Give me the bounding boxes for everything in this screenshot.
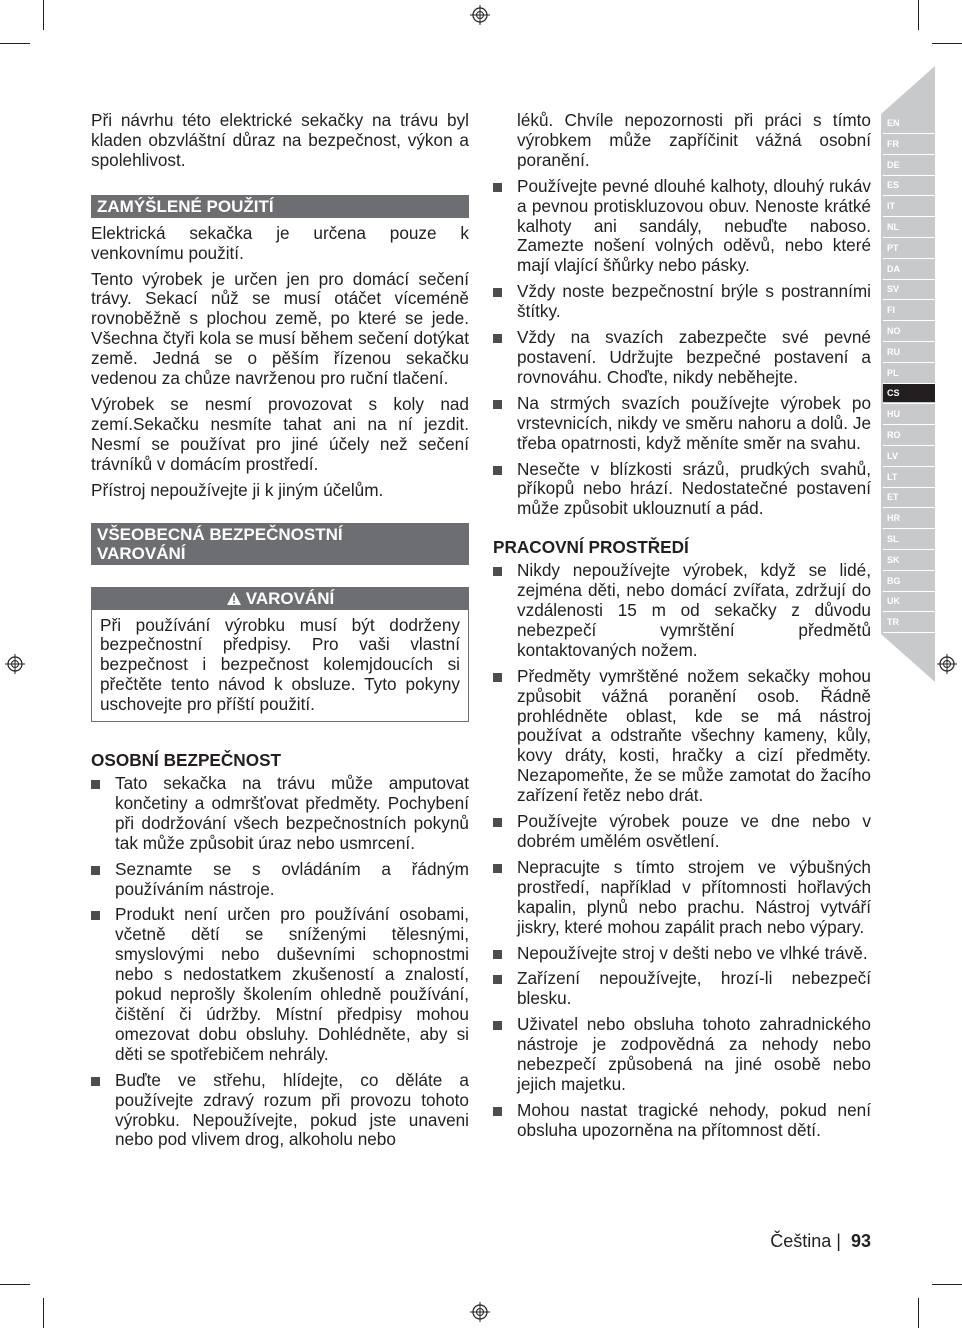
language-tab-ro: RO: [887, 430, 901, 440]
personal-safety-list-continued: [493, 177, 871, 520]
list-item: Seznamte se s ovládáním a řádným používáním nástroje.: [91, 860, 469, 900]
language-tab-da: DA: [887, 263, 900, 274]
warning-title: VAROVÁNÍ: [245, 588, 335, 608]
right-column: [493, 111, 871, 1147]
crop-mark: [43, 0, 44, 30]
language-tab-bg: BG: [887, 575, 901, 586]
language-tab-lv: LV: [887, 450, 898, 461]
list-item: Vždy na svazích zabezpečte své pevné postavení. Udržujte bezpečné postavení a rovnováhu. Choďte, nikdy neběhejte.: [493, 328, 871, 388]
bullet-square-icon: [493, 950, 502, 959]
warning-header: [92, 588, 468, 610]
language-tab-es: ES: [887, 180, 900, 191]
list-item: Nesečte v blízkosti srázů, prudkých svahů, příkopů nebo hrází. Nedostatečné postavení může způsobit uklouznutí a pád.: [493, 460, 871, 520]
language-tab-nl: NL: [887, 222, 899, 232]
language-tab-uk: UK: [887, 596, 900, 607]
left-column: [91, 111, 469, 1156]
intended-use-paragraph: Výrobek se nesmí provozovat s koly nad zemí.Sekačku nesmíte tahat ani na ní jezdit. Nesmí se používat pro jiné účely než sečení trávníků v domácím prostředí.: [91, 393, 469, 474]
language-tab-pl: PL: [887, 367, 899, 378]
list-item: Tato sekačka na trávu může amputovat končetiny a odmršťovat předměty. Pochybení při dodržování všech bezpečnostních pokynů tak může způsobit úraz nebo usmrcení.: [91, 774, 469, 854]
list-item: Vždy noste bezpečnostní brýle s postranními štítky.: [493, 282, 871, 322]
bullet-square-icon: [493, 466, 502, 475]
intended-use-paragraph: Elektrická sekačka je určena pouze k venkovnímu použití.: [91, 222, 469, 263]
bullet-square-icon: [493, 567, 502, 576]
work-area-list: [493, 561, 871, 1140]
bullet-square-icon: [493, 183, 502, 192]
language-tab-cs: CS: [883, 384, 935, 402]
registration-mark-icon: [470, 1302, 490, 1322]
general-safety-heading-line: VAROVÁNÍ: [97, 543, 186, 563]
intended-use-paragraph: Přístroj nepoužívejte ji k jiným účelům.: [91, 479, 384, 500]
footer-language: Čeština |: [770, 1231, 841, 1251]
bullet-square-icon: [493, 400, 502, 409]
list-item: Používejte pevné dlouhé kalhoty, dlouhý rukáv a pevnou protiskluzovou obuv. Nenoste krátké kalhoty ani sandály, nebuďte naboso. Zamezte nošení volných oděvů, nebo které mají vlající šňůrky nebo pásky.: [493, 177, 871, 277]
language-tab-hu: HU: [887, 409, 900, 420]
language-tab-lt: LT: [887, 471, 898, 482]
language-tab-et: ET: [887, 492, 899, 503]
language-tab-it: IT: [887, 201, 895, 212]
list-item: Produkt není určen pro používání osobami, včetně dětí se sníženými tělesnými, smyslovými nebo duševními schopnostmi nebo s nedostatkem zkušeností a znalostí, pokud neprošly školením ohledně používání, čištění či údržby. Místní předpisy mohou omezovat dobu obsluhy. Dohlédněte, aby si děti se spotřebičem nehrály.: [91, 905, 469, 1064]
bullet-square-icon: [493, 334, 502, 343]
list-item: Nikdy nepoužívejte výrobek, když se lidé, zejména děti, nebo domácí zvířata, zdržují do vzdálenosti 15 m od sekačky z důvodu nebezpečí vymrštění předmětů kontaktovaných nožem.: [493, 561, 871, 661]
work-area-heading: PRACOVNÍ PROSTŘEDÍ: [493, 537, 689, 558]
list-item: Používejte výrobek pouze ve dne nebo v dobrém umělém osvětlení.: [493, 812, 871, 852]
bullet-square-icon: [91, 1077, 100, 1086]
intended-use-heading: ZAMÝŠLENÉ POUŽITÍ: [91, 195, 469, 218]
language-tab-hr: HR: [887, 513, 900, 524]
language-tab-fr: FR: [887, 138, 899, 149]
personal-safety-list: [91, 774, 469, 1150]
crop-mark: [0, 43, 30, 44]
language-tab-sv: SV: [887, 284, 900, 295]
bullet-square-icon: [91, 911, 100, 920]
page-footer: [770, 1230, 871, 1252]
list-item: Buďte ve střehu, hlídejte, co děláte a používejte zdravý rozum při provozu tohoto výrobku. Nepoužívejte, pokud jste unaveni nebo pod vlivem drog, alkoholu nebo: [91, 1071, 469, 1151]
general-safety-heading-line: VŠEOBECNÁ BEZPEČNOSTNÍ: [97, 524, 343, 544]
language-tab-en: EN: [887, 118, 900, 128]
bullet-square-icon: [493, 673, 502, 682]
language-tab-no: NO: [887, 326, 901, 336]
list-item: Zařízení nepoužívejte, hrozí-li nebezpečí blesku.: [493, 969, 871, 1009]
crop-mark: [918, 1298, 919, 1328]
crop-mark: [932, 1284, 962, 1285]
intro-paragraph: Při návrhu této elektrické sekačky na trávu byl kladen obzvláštní důraz na bezpečnost, výkon a spolehlivost.: [91, 110, 469, 170]
list-item: Předměty vymrštěné nožem sekačky mohou způsobit vážná poranění osob. Řádně prohlédněte oblast, kde se má nástroj používat a odstraňte všechny kameny, kůly, kovy dráty, kosti, hračky a cizí předměty. Nezapomeňte, že se může zamotat do žacího zařízení řetěz nebo drát.: [493, 667, 871, 806]
warning-box: [91, 587, 469, 723]
page-number: 93: [850, 1231, 871, 1251]
general-safety-heading: [91, 523, 469, 565]
warning-text: Při používání výrobku musí být dodrženy bezpečnostní předpisy. Pro vaši vlastní bezpečnost i bezpečnost kolemjdoucích si přečtěte tento návod k obsluze. Tyto pokyny uschovejte pro příští použití.: [100, 614, 460, 715]
crop-mark: [918, 0, 919, 30]
crop-mark: [43, 1298, 44, 1328]
bullet-square-icon: [493, 975, 502, 984]
crop-mark: [932, 43, 962, 44]
registration-mark-icon: [470, 5, 490, 25]
crop-mark: [0, 1284, 30, 1285]
personal-safety-heading: OSOBNÍ BEZPEČNOST: [91, 750, 282, 771]
registration-mark-icon: [5, 654, 25, 674]
bullet-square-icon: [493, 818, 502, 827]
list-item: Nepracujte s tímto strojem ve výbušných prostředí, například v přítomnosti hořlavých kapalin, plynů nebo prachu. Nástroj vytváří jiskry, které mohou zapálit prach nebo výpary.: [493, 858, 871, 938]
language-tab-ru: RU: [887, 346, 900, 357]
list-item: Mohou nastat tragické nehody, pokud není obsluha upozorněna na přítomnost dětí.: [493, 1101, 871, 1141]
language-tab-divider: [883, 632, 935, 633]
language-tab-tr: TR: [887, 617, 899, 628]
continuation-paragraph: léků. Chvíle nepozornosti při práci s tímto výrobkem může zapříčinit vážná osobní poranění.: [517, 110, 871, 170]
bullet-square-icon: [91, 780, 100, 789]
language-tab-sk: SK: [887, 554, 900, 565]
language-tab-pt: PT: [887, 242, 899, 253]
language-tab-sl: SL: [887, 534, 899, 544]
bullet-square-icon: [493, 1021, 502, 1030]
list-item: Na strmých svazích používejte výrobek po vrstevnicích, nikdy ve směru nahoru a dolů. Je třeba opatrnosti, když měníte směr na svahu.: [493, 394, 871, 454]
intended-use-paragraph: Tento výrobek je určen jen pro domácí sečení trávy. Sekací nůž se musí otáčet víceméně rovnoběžně s plochou země, po které se jede. Všechna čtyři kola se musí během sečení dotýkat země. Jedná se o pěším řízenou sekačku vedenou za chůze navrženou pro ruční tlačení.: [91, 268, 469, 389]
list-item: Uživatel nebo obsluha tohoto zahradnického nástroje je zodpovědná za nehody nebo nebezpečí způsobená na jiné osobě nebo jejich majetku.: [493, 1015, 871, 1095]
language-tab-de: DE: [887, 159, 900, 170]
list-item: Nepoužívejte stroj v dešti nebo ve vlhké trávě.: [493, 944, 871, 964]
registration-mark-icon: [937, 654, 957, 674]
language-tab-fi: FI: [887, 305, 895, 316]
warning-triangle-icon: [226, 591, 242, 606]
bullet-square-icon: [91, 866, 100, 875]
bullet-square-icon: [493, 288, 502, 297]
bullet-square-icon: [493, 1107, 502, 1116]
bullet-square-icon: [493, 864, 502, 873]
